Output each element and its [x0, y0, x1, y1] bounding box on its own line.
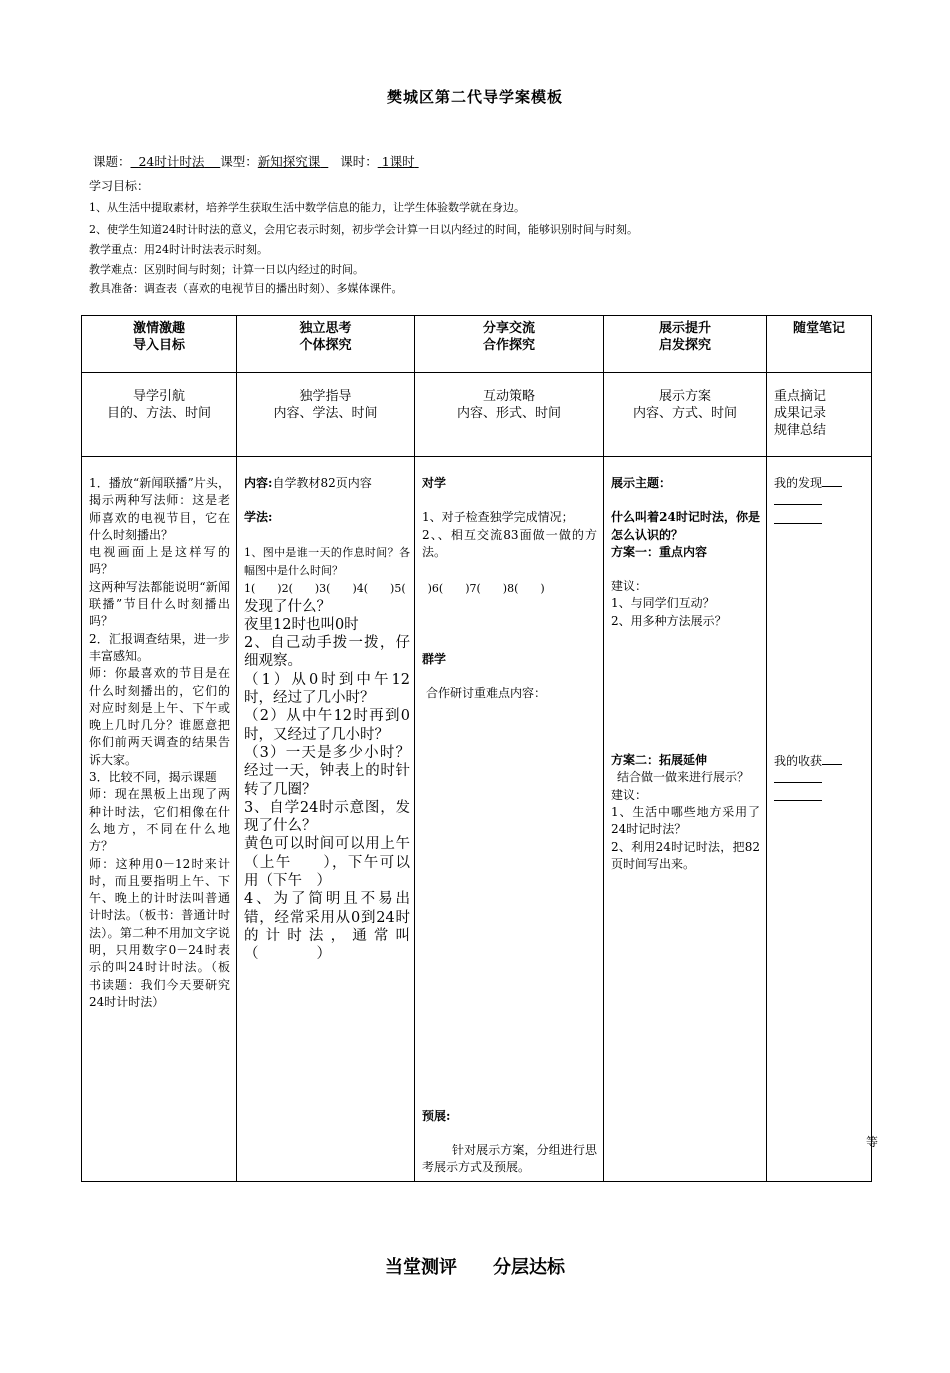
col-share-cell: 对学 1、对子检查独学完成情况； 2、、相互交流83面做一做的方法。 群学 合作研讨重难点内容： 预展: 针对展示方案，分组进行思考展示方式及预展。 — [415, 457, 604, 1182]
section-title-assessment: 当堂测评 分层达标 — [385, 1257, 565, 1278]
lesson-plan-table — [81, 315, 872, 1182]
subheader-cell: 独学指导 内容、学法、时间 — [237, 373, 415, 457]
subheader-row — [82, 373, 872, 457]
teaching-key-point: 教学重点：用24时计时法表示时刻。 — [89, 243, 268, 256]
learning-goal-2: 2、使学生知道24时计时法的意义，会用它表示时刻，初步学会计算一日以内经过的时间，能够识别时间与时刻。 — [89, 223, 638, 236]
learning-goal-1: 1、从生活中提取素材，培养学生获取生活中数学信息的能力，让学生体验数学就在身边。 — [89, 201, 525, 214]
topic-value: 24时计时法 — [138, 154, 205, 169]
col-notes-cell — [767, 457, 872, 1182]
document-title: 樊城区第二代导学案模板 — [386, 88, 563, 106]
col-intro-cell: 1．播放“新闻联播”片头，揭示两种写法师：这是老师喜欢的电视节目，它在什么时刻播出？ 电视画面上是这样写的吗？ 这两种写法都能说明“新闻联播”节目什么时刻播出吗？ 2．汇报调查结果，进一步丰富感知。 师：你最喜欢的节目是在什么时刻播出的，它们的对应时刻是上午、下午或晚上几时几分？谁愿意把你们前两天调查的结果告诉大家。 3．比较不同，揭示课题 师：现在黑板上出现了两种计时法，它们相像在什么地方，不同在什么地方？ 师：这种用0－12时来计时，而且要指明上午、下午、晚上的计时法叫普通计时法。（板书：普通计时法）。第二种不用加文字说明，只用数字0－24时表示的叫24时计时法。（板书读题：我们今天要研究24时计时法） — [82, 457, 237, 1182]
my-harvest-label: 我的收获 — [774, 753, 823, 768]
header-row — [82, 316, 872, 373]
col-self-study-cell: 内容:自学教材82页内容 学法: 1、图中是谁一天的作息时间？各幅图中是什么时间？ 1( )2( )3( )4( )5( )6( )7( )8( ) 发现了什么？ 夜里12时也叫0时 2、自己动手拨一拨，仔细观察。 （1）从0时到中午12时，经过了几小时？ （2）从中午12时再到0时，又经过了几小时？ （3）一天是多少小时？经过一天，钟表上的时针转了几圈？ 3、自学24时示意图，发现了什么？ 黄色可以时间可以用上午（上午 ），下午可以用（下午 ） 4、为了简明且不易出错，经常采用从0到24时的计时法，通常叫（ ） — [237, 457, 415, 1182]
header-cell: 随堂笔记 — [767, 316, 872, 373]
lesson-hours-value: 1课时 — [381, 154, 415, 169]
lesson-type-label: 课型： — [220, 154, 258, 169]
header-cell: 分享交流 合作探究 — [415, 316, 604, 373]
subheader-cell: 导学引航 目的、方法、时间 — [82, 373, 237, 457]
lesson-hours-label: 课时： — [340, 154, 378, 169]
teaching-tools: 教具准备：调查表（喜欢的电视节目的播出时刻）、多媒体课件。 — [89, 282, 403, 295]
my-discovery-label: 我的发现 — [774, 476, 823, 490]
col-present-cell: 展示主题： 什么叫着24时记时法，你是怎么认识的？ 方案一：重点内容 建议： 1、与同学们互动？ 2、用多种方法展示？ 方案二：拓展延伸 结合做一做来进行展示？ 建议： 1、生活中哪些地方采用了24时记时法？ 2、利用24时记时法，把82页时间写出来。 — [604, 457, 767, 1182]
teaching-difficulty: 教学难点：区别时间与时刻；计算一日以内经过的时间。 — [89, 263, 364, 276]
course-meta-line — [93, 152, 419, 170]
header-cell: 独立思考 个体探究 — [237, 316, 415, 373]
header-cell: 激情激趣 导入目标 — [82, 316, 237, 373]
topic-label: 课题： — [93, 154, 131, 169]
lesson-type-value: 新知探究课 — [257, 154, 321, 169]
stray-char: 等 — [866, 1135, 879, 1149]
content-row — [82, 457, 872, 1182]
header-cell: 展示提升 启发探究 — [604, 316, 767, 373]
subheader-cell: 互动策略 内容、形式、时间 — [415, 373, 604, 457]
learning-goals-label: 学习目标： — [89, 179, 150, 193]
subheader-cell: 展示方案 内容、方式、时间 — [604, 373, 767, 457]
subheader-cell: 重点摘记 成果记录 规律总结 — [767, 373, 872, 457]
